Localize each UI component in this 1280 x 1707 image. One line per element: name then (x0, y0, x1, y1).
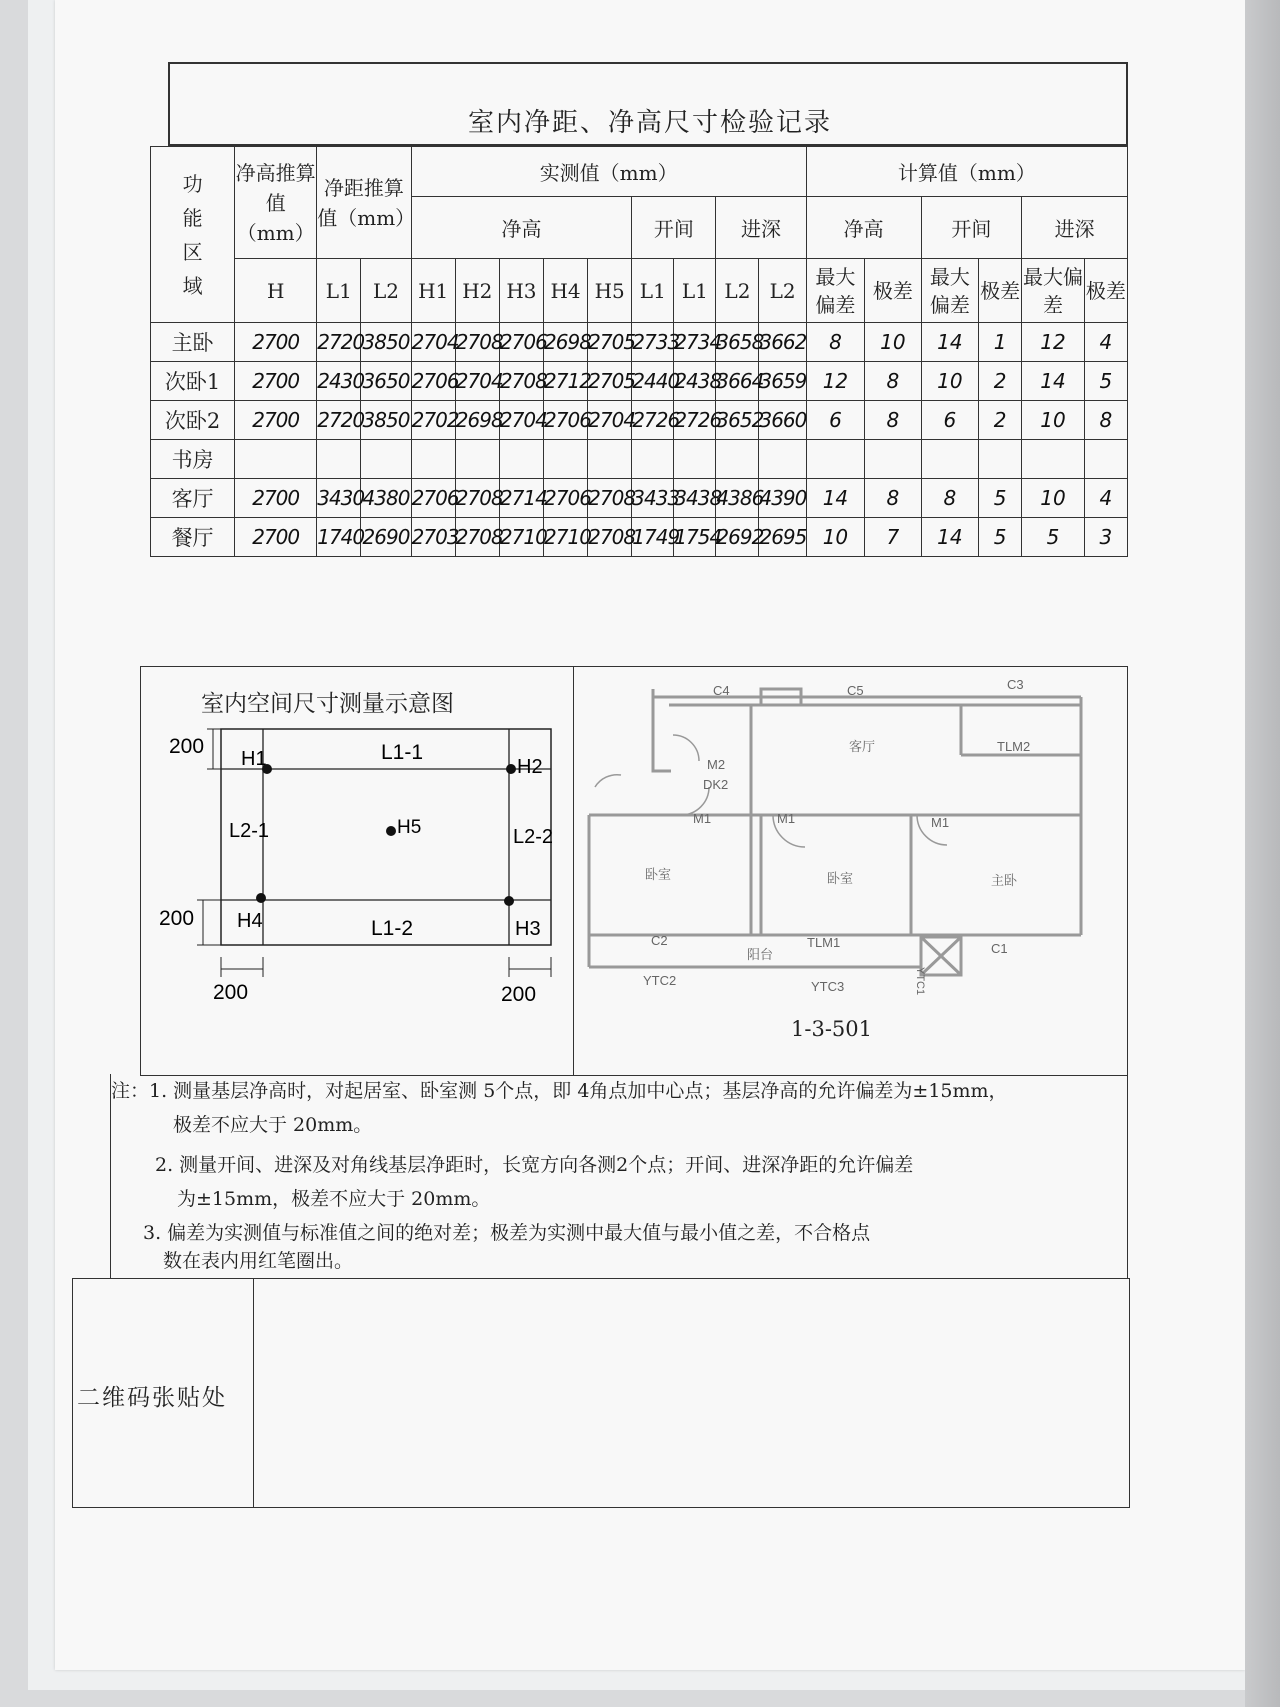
row-cell: 3 (1084, 518, 1127, 557)
row-cell: 2706 (411, 479, 455, 518)
row-cell: 2700 (235, 401, 317, 440)
row-cell (361, 440, 411, 479)
row-cell: 3658 (716, 323, 759, 362)
diagram-section (140, 666, 1128, 1076)
row-cell: 2726 (632, 401, 674, 440)
note-1a: 注：1. 测量基层净高时，对起居室、卧室测 5个点，即 4角点加中心点；基层净高的允许偏差为±15mm， (111, 1080, 1008, 1102)
row-cell (716, 440, 759, 479)
row-cell: 8 (921, 479, 978, 518)
row-cell: 2720 (317, 323, 361, 362)
row-cell (411, 440, 455, 479)
row-cell: 6 (806, 401, 864, 440)
row-cell: 5 (1084, 362, 1127, 401)
note-1b: 极差不应大于 20mm。 (173, 1114, 373, 1136)
row-area-name: 餐厅 (151, 518, 235, 557)
row-cell: 5 (979, 518, 1022, 557)
row-cell: 2704 (588, 401, 632, 440)
row-cell (588, 440, 632, 479)
row-cell: 2704 (455, 362, 499, 401)
table-row (151, 479, 1128, 518)
col-H5: H5 (588, 259, 632, 323)
fp-M1a: M1 (693, 811, 712, 826)
row-cell: 5 (979, 479, 1022, 518)
row-cell (235, 440, 317, 479)
row-cell: 2733 (632, 323, 674, 362)
row-cell: 2690 (361, 518, 411, 557)
row-cell: 6 (921, 401, 978, 440)
row-cell: 2710 (544, 518, 588, 557)
row-cell (499, 440, 543, 479)
row-cell: 2700 (235, 362, 317, 401)
row-cell: 2708 (588, 479, 632, 518)
row-cell: 14 (1022, 362, 1085, 401)
row-cell (979, 440, 1022, 479)
calc-open-header: 开间 (921, 197, 1022, 259)
row-cell: 3438 (674, 479, 716, 518)
row-cell (632, 440, 674, 479)
calc-depth-header: 进深 (1022, 197, 1128, 259)
row-cell: 2705 (588, 362, 632, 401)
row-cell (317, 440, 361, 479)
row-cell (674, 440, 716, 479)
unit-label: 1-3-501 (791, 1017, 872, 1041)
func-area-header (151, 147, 235, 323)
table-row (151, 440, 1128, 479)
calc-height-header: 净高 (806, 197, 921, 259)
measured-header: 实测值（mm） (411, 147, 806, 197)
point-H3 (504, 896, 514, 906)
row-cell: 2 (979, 401, 1022, 440)
qr-separator (253, 1279, 254, 1507)
dim-200-mid: 200 (159, 907, 195, 930)
row-cell: 10 (865, 323, 921, 362)
row-cell: 2704 (499, 401, 543, 440)
calculated-header: 计算值（mm） (806, 147, 1127, 197)
row-cell: 5 (1022, 518, 1085, 557)
fp-C1: C1 (991, 941, 1008, 956)
table-row (151, 362, 1128, 401)
col-open-L1a: L1 (632, 259, 674, 323)
row-cell: 3652 (716, 401, 759, 440)
row-area-name: 主卧 (151, 323, 235, 362)
row-cell (1022, 440, 1085, 479)
row-area-name: 次卧2 (151, 401, 235, 440)
fp-TLM1: TLM1 (807, 935, 841, 950)
fp-M1c: M1 (931, 815, 950, 830)
table-body (151, 323, 1128, 557)
row-cell: 12 (1022, 323, 1085, 362)
row-cell: 14 (806, 479, 864, 518)
row-cell: 2720 (317, 401, 361, 440)
col-open-L1b: L1 (674, 259, 716, 323)
label-H3: H3 (515, 918, 541, 940)
fp-YTC1: YTC1 (914, 967, 926, 996)
row-cell (455, 440, 499, 479)
fp-YTC3: YTC3 (811, 979, 845, 994)
col-depth-L2b: L2 (759, 259, 806, 323)
measured-open-header: 开间 (632, 197, 716, 259)
row-cell: 2726 (674, 401, 716, 440)
fp-living: 客厅 (849, 739, 876, 754)
row-cell: 2700 (235, 518, 317, 557)
row-cell: 2700 (235, 479, 317, 518)
label-L2-2: L2-2 (513, 826, 554, 848)
title-row (168, 62, 1128, 146)
est-span-header: 净距推算值（mm） (317, 147, 411, 259)
row-cell: 3650 (361, 362, 411, 401)
row-cell (806, 440, 864, 479)
row-cell: 10 (921, 362, 978, 401)
fp-C3: C3 (1007, 677, 1024, 692)
row-cell: 2692 (716, 518, 759, 557)
row-cell: 3659 (759, 362, 806, 401)
row-cell (921, 440, 978, 479)
note-3a: 3. 偏差为实测值与标准值之间的绝对差；极差为实测中最大值与最小值之差，不合格点 (143, 1222, 871, 1244)
row-cell: 2705 (588, 323, 632, 362)
dim-200-bottom-left: 200 (213, 981, 249, 1004)
row-cell: 2708 (499, 362, 543, 401)
row-cell: 2712 (544, 362, 588, 401)
fp-C4: C4 (713, 683, 730, 698)
qr-label: 二维码张贴处 (77, 1385, 227, 1411)
col-open-maxdev: 最大偏差 (921, 259, 978, 323)
label-H4: H4 (237, 910, 263, 932)
row-cell: 3660 (759, 401, 806, 440)
note-3b: 数在表内用红笔圈出。 (163, 1250, 354, 1272)
floor-plan (581, 675, 1121, 1015)
row-cell: 8 (865, 479, 921, 518)
label-L1-2: L1-2 (371, 917, 414, 940)
row-cell: 2708 (455, 323, 499, 362)
point-H2 (506, 764, 516, 774)
col-depth-range: 极差 (1084, 259, 1127, 323)
row-cell: 8 (865, 401, 921, 440)
fp-bedroom-b: 卧室 (827, 871, 854, 886)
note-2a: 2. 测量开间、进深及对角线基层净距时，长宽方向各测2个点；开间、进深净距的允许偏差 (155, 1154, 914, 1176)
fp-M1b: M1 (777, 811, 796, 826)
row-cell: 7 (865, 518, 921, 557)
label-L1-1: L1-1 (381, 741, 424, 764)
col-depth-L2a: L2 (716, 259, 759, 323)
row-cell: 4386 (716, 479, 759, 518)
row-cell: 2706 (544, 479, 588, 518)
col-H4: H4 (544, 259, 588, 323)
row-cell: 2708 (455, 518, 499, 557)
table-row (151, 518, 1128, 557)
row-cell: 1 (979, 323, 1022, 362)
fp-C2: C2 (651, 933, 668, 948)
row-cell: 10 (1022, 401, 1085, 440)
notes-section (110, 1074, 1128, 1279)
row-area-name: 书房 (151, 440, 235, 479)
row-cell: 4380 (361, 479, 411, 518)
row-cell: 10 (806, 518, 864, 557)
row-cell: 10 (1022, 479, 1085, 518)
fp-bedroom-a: 卧室 (645, 867, 672, 882)
func-area-label: 功能区域 (182, 171, 203, 298)
diagram-title: 室内空间尺寸测量示意图 (201, 691, 454, 717)
est-height-header: 净高推算值（mm） (235, 147, 317, 259)
row-cell: 2706 (544, 401, 588, 440)
table-row (151, 323, 1128, 362)
row-cell: 2698 (455, 401, 499, 440)
row-cell: 2438 (674, 362, 716, 401)
edge-shadow (1245, 0, 1280, 1707)
row-cell: 2708 (455, 479, 499, 518)
row-cell: 2706 (411, 362, 455, 401)
row-cell: 14 (921, 323, 978, 362)
col-H1: H1 (411, 259, 455, 323)
row-cell: 2695 (759, 518, 806, 557)
row-cell: 1749 (632, 518, 674, 557)
row-cell: 14 (921, 518, 978, 557)
row-cell: 1754 (674, 518, 716, 557)
point-H4 (256, 893, 266, 903)
row-cell: 3850 (361, 323, 411, 362)
dim-200-top: 200 (169, 735, 205, 758)
row-cell: 2734 (674, 323, 716, 362)
point-H5 (386, 826, 396, 836)
row-cell: 2714 (499, 479, 543, 518)
col-open-range: 极差 (979, 259, 1022, 323)
row-cell: 8 (806, 323, 864, 362)
row-cell: 3430 (317, 479, 361, 518)
row-cell: 4 (1084, 479, 1127, 518)
col-height-range: 极差 (865, 259, 921, 323)
fp-C5: C5 (847, 683, 864, 698)
row-cell: 2710 (499, 518, 543, 557)
row-cell: 3662 (759, 323, 806, 362)
row-cell: 8 (865, 362, 921, 401)
label-H1: H1 (241, 748, 267, 770)
row-cell: 2430 (317, 362, 361, 401)
inspection-form (77, 62, 1128, 1487)
col-L2: L2 (361, 259, 411, 323)
row-cell: 2706 (499, 323, 543, 362)
label-L2-1: L2-1 (229, 820, 270, 842)
col-L1: L1 (317, 259, 361, 323)
row-cell: 2 (979, 362, 1022, 401)
col-H3: H3 (499, 259, 543, 323)
row-cell: 2698 (544, 323, 588, 362)
table-row (151, 401, 1128, 440)
row-cell: 2702 (411, 401, 455, 440)
fp-balcony: 阳台 (747, 947, 774, 962)
col-H: H (235, 259, 317, 323)
dim-200-bottom-right: 200 (501, 983, 537, 1006)
qr-section (72, 1278, 1130, 1508)
row-cell: 1740 (317, 518, 361, 557)
row-cell: 4 (1084, 323, 1127, 362)
fp-M2: M2 (707, 757, 726, 772)
row-cell: 4390 (759, 479, 806, 518)
col-depth-maxdev: 最大偏差 (1022, 259, 1085, 323)
row-cell: 2703 (411, 518, 455, 557)
col-H2: H2 (455, 259, 499, 323)
row-cell: 3664 (716, 362, 759, 401)
measurement-table (150, 146, 1128, 557)
fp-TLM2: TLM2 (997, 739, 1031, 754)
measured-height-header: 净高 (411, 197, 632, 259)
row-cell: 2440 (632, 362, 674, 401)
fp-DK2: DK2 (703, 777, 729, 792)
diagram-divider (573, 667, 574, 1075)
row-cell: 3850 (361, 401, 411, 440)
row-cell: 12 (806, 362, 864, 401)
row-cell: 8 (1084, 401, 1127, 440)
note-2b: 为±15mm，极差不应大于 20mm。 (177, 1188, 491, 1210)
fp-master: 主卧 (991, 873, 1018, 888)
measured-depth-header: 进深 (716, 197, 806, 259)
col-height-maxdev: 最大偏差 (806, 259, 864, 323)
row-area-name: 次卧1 (151, 362, 235, 401)
row-cell (544, 440, 588, 479)
row-cell (759, 440, 806, 479)
row-cell (865, 440, 921, 479)
row-cell: 2704 (411, 323, 455, 362)
row-cell: 2708 (588, 518, 632, 557)
measurement-diagram (141, 707, 571, 1007)
row-cell (1084, 440, 1127, 479)
form-title: 室内净距、净高尺寸检验记录 (467, 108, 832, 138)
row-cell: 2700 (235, 323, 317, 362)
fp-YTC2: YTC2 (643, 973, 677, 988)
label-H2: H2 (517, 756, 543, 778)
label-H5: H5 (397, 817, 422, 838)
row-cell: 3433 (632, 479, 674, 518)
row-area-name: 客厅 (151, 479, 235, 518)
